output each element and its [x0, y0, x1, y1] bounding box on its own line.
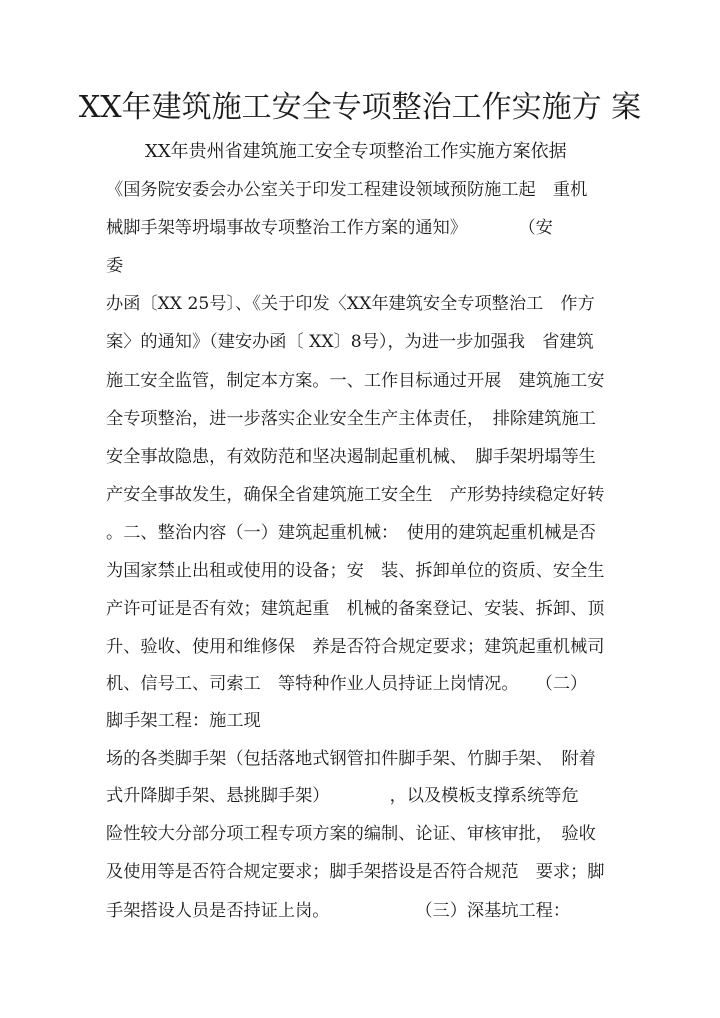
- body-line: 机、信号工、司索工 等特种作业人员持证上岗情况。 （二）: [106, 674, 588, 694]
- body-line: 全专项整治，进一步落实企业安全生产主体责任， 排除建筑施工: [106, 409, 596, 429]
- body-line: 办函〔XX 25号〕、《关于印发〈XX年建筑安全专项整治工 作方: [106, 294, 595, 314]
- body-line: 险性较大分部分项工程专项方案的编制、论证、审核审批， 验收: [106, 824, 596, 844]
- body-line: 产许可证是否有效；建筑起重 机械的备案登记、安装、拆卸、顶: [106, 599, 605, 619]
- body-line: 《国务院安委会办公室关于印发工程建设领域预防施工起 重机: [106, 180, 588, 200]
- body-line: 式升降脚手架、悬挑脚手架） ，以及模板支撑系统等危: [106, 786, 579, 806]
- body-line: 施工安全监管，制定本方案。一、工作目标通过开展 建筑施工安: [106, 371, 605, 391]
- document-subtitle: XX年贵州省建筑施工安全专项整治工作实施方案依据: [145, 141, 567, 162]
- body-line: 脚手架工程：施工现: [106, 711, 261, 731]
- body-line: 案〉的通知》（建安办函〔 XX〕8号），为进一步加强我 省建筑: [106, 332, 594, 352]
- body-line: 委: [106, 256, 124, 276]
- body-line: 。二、整治内容（一）建筑起重机械： 使用的建筑起重机械是否: [106, 523, 596, 543]
- body-line: 安全事故隐患，有效防范和坚决遏制起重机械、 脚手架坍塌等生: [106, 447, 596, 467]
- body-line: 及使用等是否符合规定要求；脚手架搭设是否符合规范 要求；脚: [106, 862, 605, 882]
- body-line: 为国家禁止出租或使用的设备；安 装、拆卸单位的资质、安全生: [106, 561, 605, 581]
- body-line: 场的各类脚手架（包括落地式钢管扣件脚手架、竹脚手架、 附着: [106, 749, 596, 769]
- body-line: 手架搭设人员是否持证上岗。 （三）深基坑工程：: [106, 901, 571, 921]
- body-line: 升、验收、使用和维修保 养是否符合规定要求；建筑起重机械司: [106, 637, 605, 657]
- body-line: 产安全事故发生，确保全省建筑施工安全生 产形势持续稳定好转: [106, 485, 605, 505]
- document-title: XX年建筑施工安全专项整治工作实施方 案: [78, 90, 642, 125]
- body-line: 械脚手架等坍塌事故专项整治工作方案的通知》 （安: [106, 218, 553, 238]
